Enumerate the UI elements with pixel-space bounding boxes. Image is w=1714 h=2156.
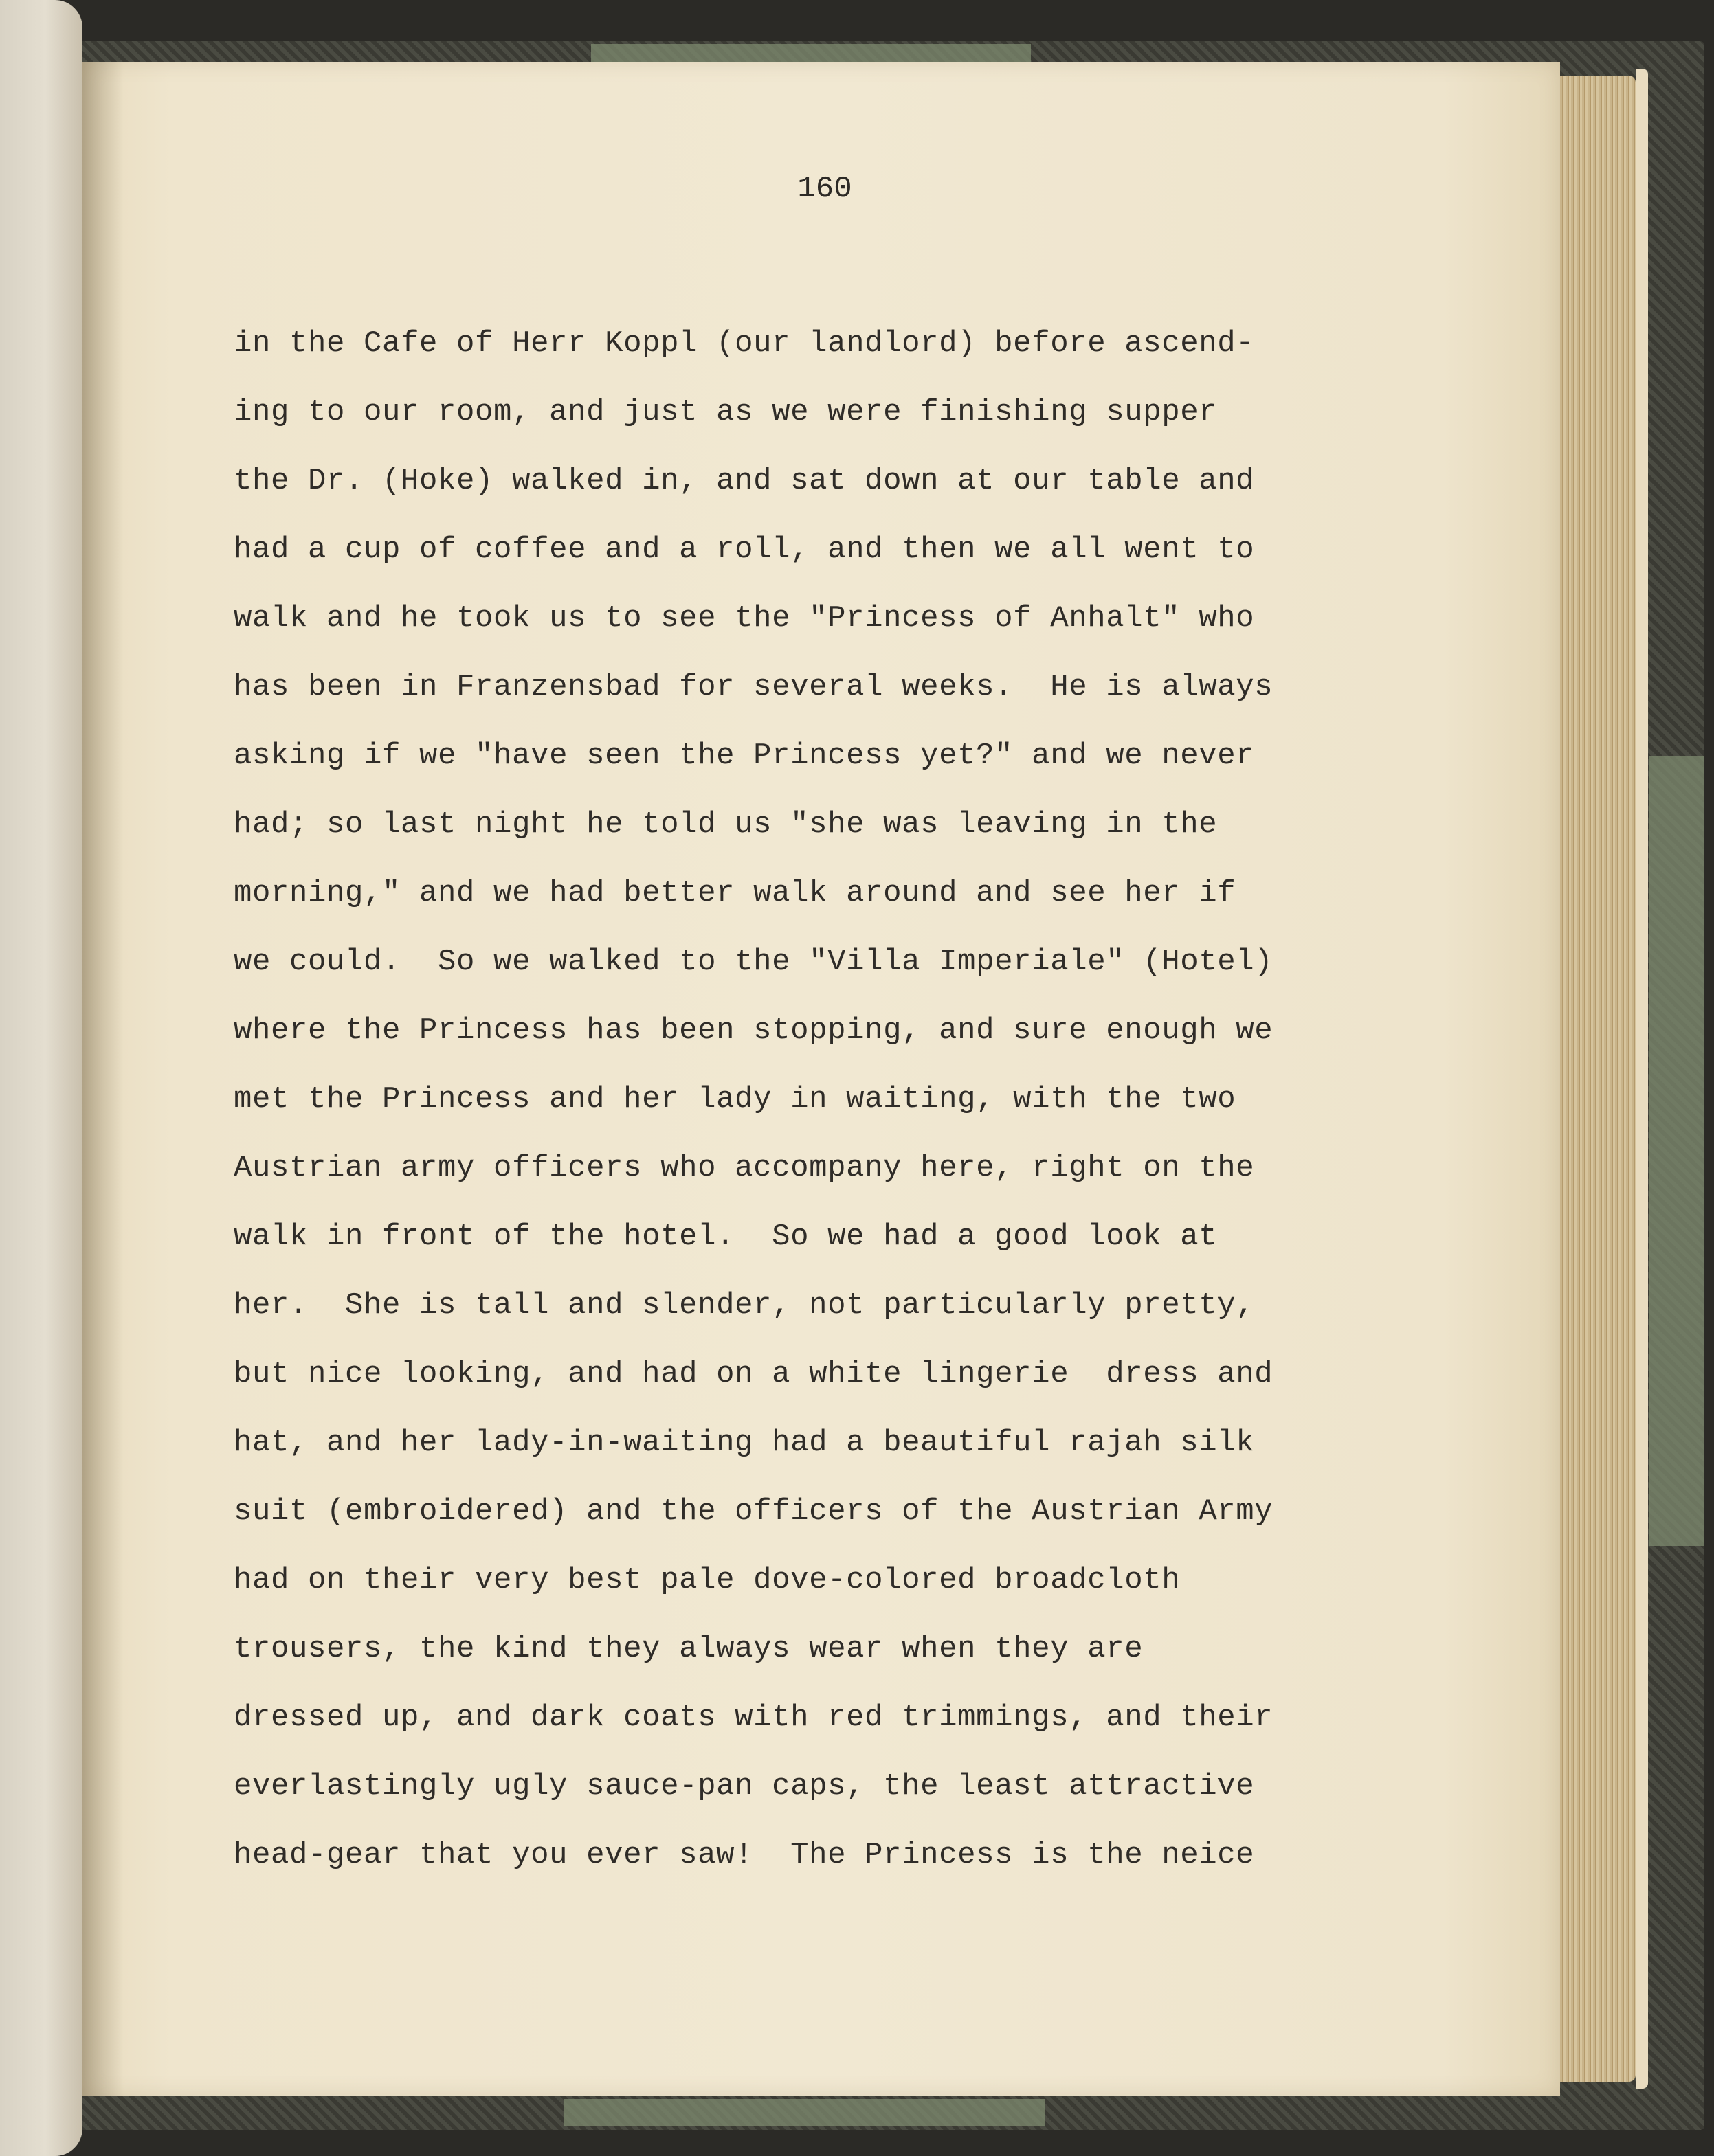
- text-line: trousers, the kind they always wear when they are: [234, 1632, 1144, 1666]
- page-edges: [1560, 76, 1636, 2082]
- text-line: suit (embroidered) and the officers of the Austrian Army: [234, 1494, 1273, 1529]
- text-line: hat, and her lady-in-waiting had a beautiful rajah silk: [234, 1426, 1255, 1460]
- text-line: morning," and we had better walk around and see her if: [234, 876, 1236, 910]
- text-line: we could. So we walked to the "Villa Imperiale" (Hotel): [234, 945, 1273, 979]
- text-line: walk in front of the hotel. So we had a good look at: [234, 1220, 1218, 1254]
- text-line: had a cup of coffee and a roll, and then we all went to: [234, 532, 1255, 567]
- text-line: in the Cafe of Herr Koppl (our landlord) before ascend-: [234, 326, 1255, 361]
- text-line: the Dr. (Hoke) walked in, and sat down at our table and: [234, 464, 1255, 498]
- text-line: has been in Franzensbad for several weeks. He is always: [234, 670, 1273, 704]
- text-line: everlastingly ugly sauce-pan caps, the least attractive: [234, 1769, 1255, 1804]
- text-line: dressed up, and dark coats with red trimmings, and their: [234, 1700, 1273, 1735]
- typed-text-block: [234, 309, 1539, 1889]
- text-line: met the Princess and her lady in waiting, with the two: [234, 1082, 1236, 1116]
- page-gutter-shadow: [82, 62, 124, 2096]
- text-line: head-gear that you ever saw! The Princess is the neice: [234, 1838, 1255, 1872]
- text-line: had on their very best pale dove-colored broadcloth: [234, 1563, 1181, 1597]
- page-number: 160: [797, 172, 852, 206]
- text-line: her. She is tall and slender, not particularly pretty,: [234, 1288, 1255, 1323]
- text-line: but nice looking, and had on a white lingerie dress and: [234, 1357, 1273, 1391]
- cover-cloth-bottom: [564, 2099, 1045, 2126]
- facing-page: [0, 0, 82, 2156]
- cover-cloth-right: [1649, 756, 1704, 1546]
- text-line: walk and he took us to see the "Princess of Anhalt" who: [234, 601, 1255, 636]
- text-line: had; so last night he told us "she was leaving in the: [234, 807, 1218, 842]
- text-line: asking if we "have seen the Princess yet?" and we never: [234, 739, 1255, 773]
- text-line: ing to our room, and just as we were finishing supper: [234, 395, 1218, 429]
- text-line: where the Princess has been stopping, and sure enough we: [234, 1013, 1273, 1048]
- text-line: Austrian army officers who accompany here, right on the: [234, 1151, 1255, 1185]
- page-edge-outer: [1636, 69, 1648, 2089]
